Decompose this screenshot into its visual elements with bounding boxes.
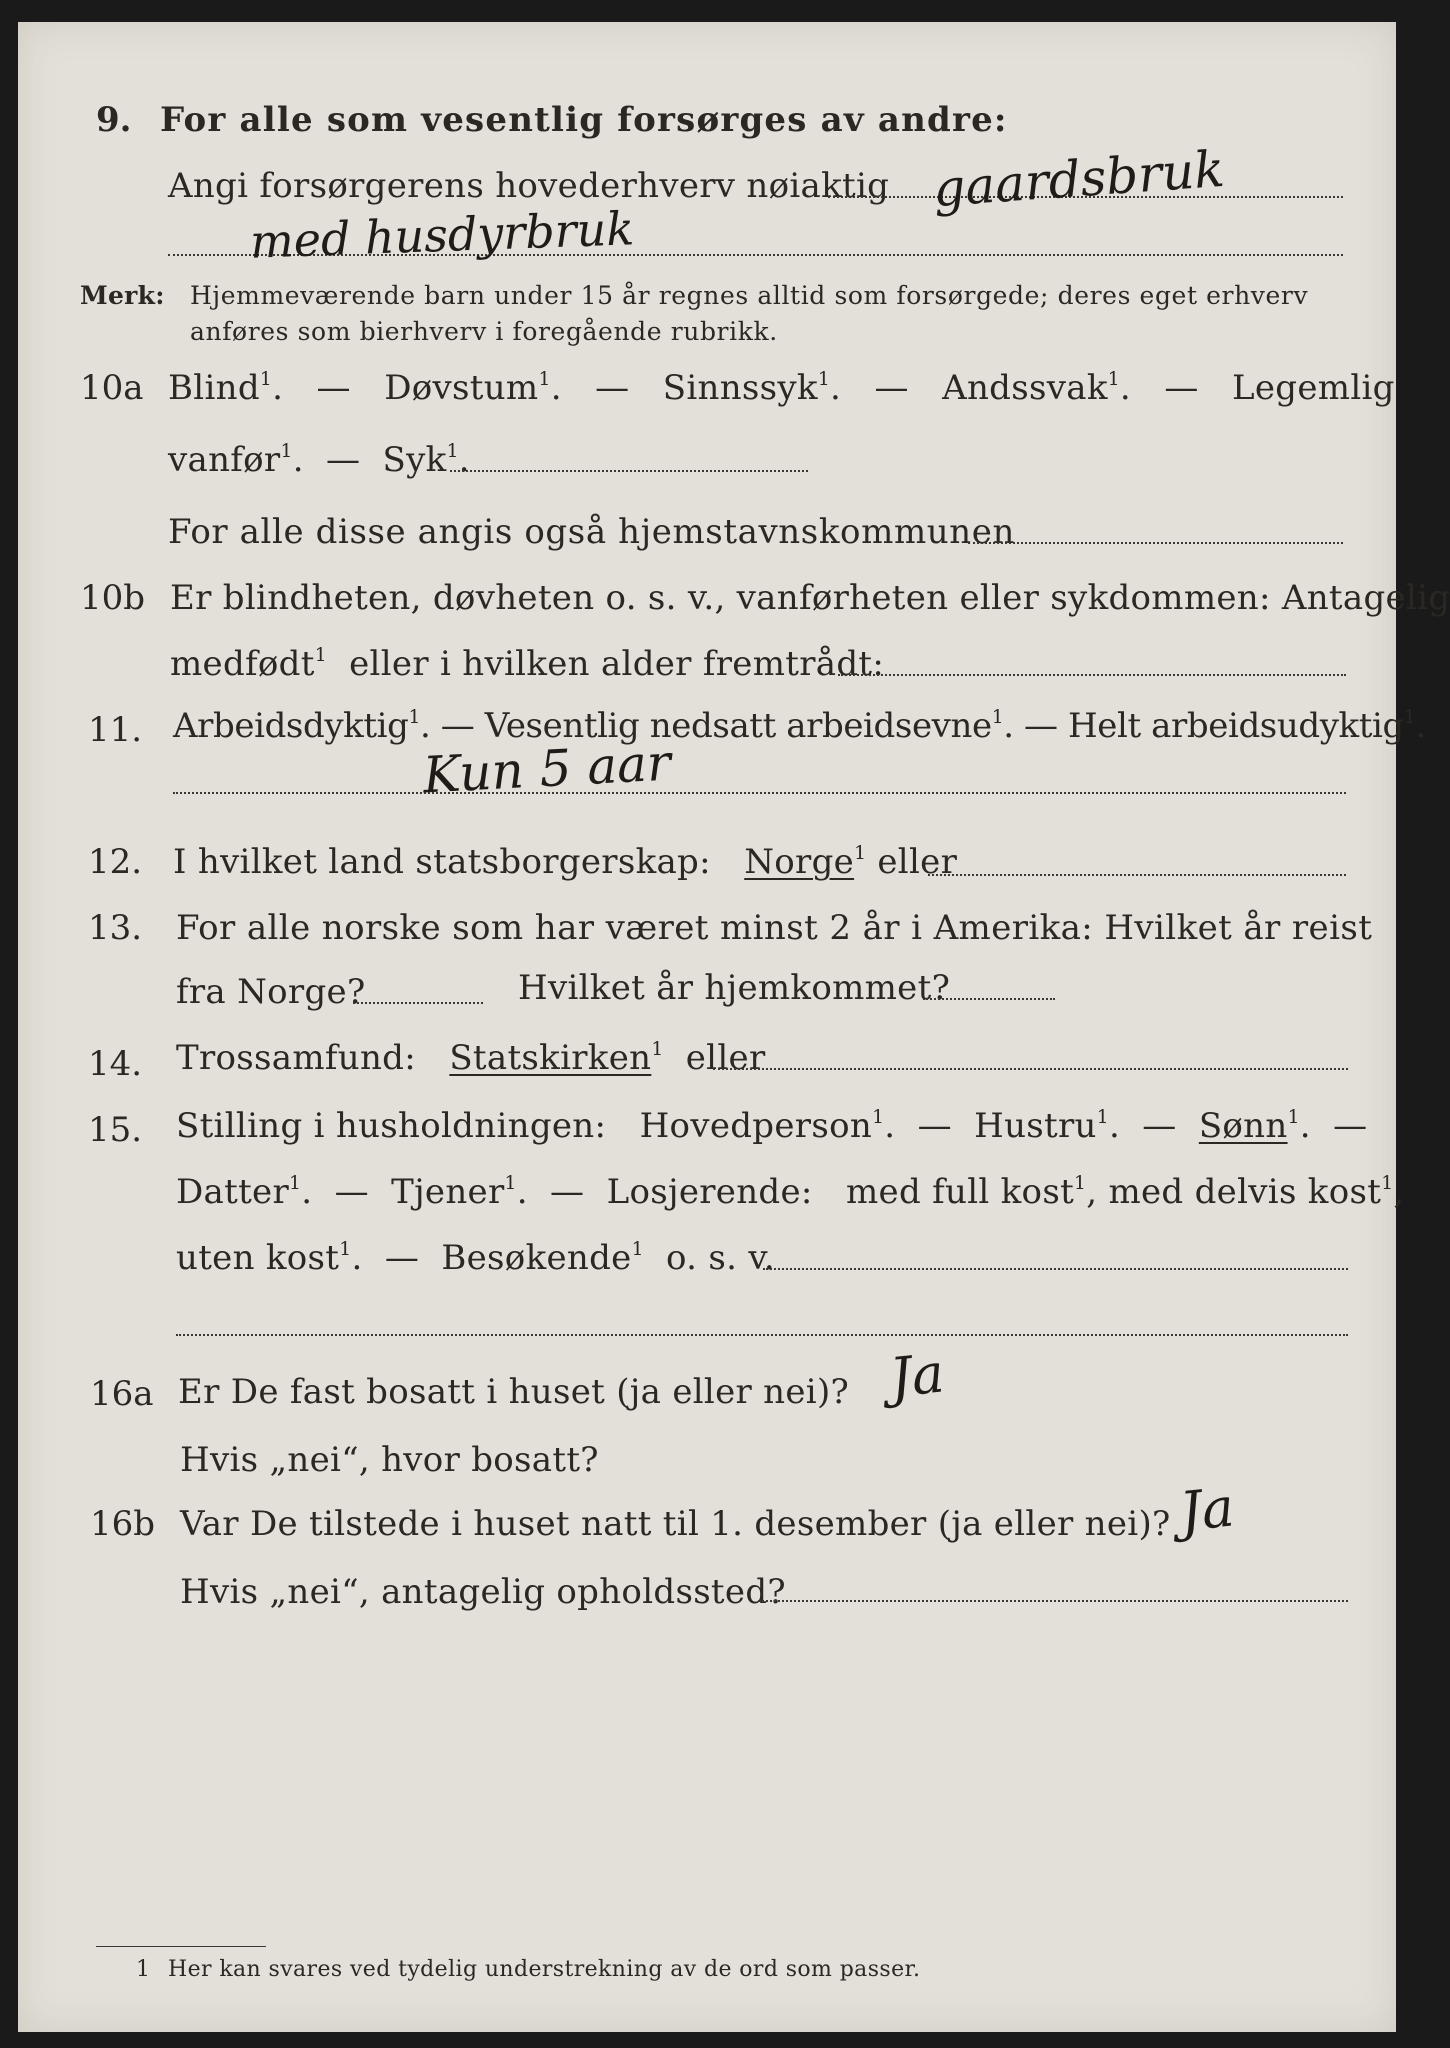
q10b-number: 10b — [80, 578, 146, 618]
option-besokende: Besøkende — [441, 1238, 632, 1278]
q9-handwritten-answer-2: med husdyrbruk — [249, 201, 635, 269]
q15-line-1: Stilling i husholdningen: Hovedperson$^1$. — Hustru$^1$. — Sønn$^1$. — — [176, 1106, 1368, 1146]
q9-handwritten-answer-1: gaardsbruk — [931, 139, 1227, 219]
option-syk: Syk — [382, 440, 447, 480]
merk-label: Merk: — [80, 281, 165, 310]
q13-hjemkommet: Hvilket år hjemkommet? — [518, 968, 951, 1008]
q10b-line-1: Er blindheten, døvheten o. s. v., vanførheten eller sykdommen: Antagelig — [170, 578, 1450, 618]
q10a-hjemstavn-line — [968, 542, 1343, 544]
option-sinnssyk: Sinnssyk — [662, 368, 818, 408]
option-andssvak: Andssvak — [942, 368, 1108, 408]
q15-answer-line-1 — [763, 1268, 1348, 1270]
q10b-line-2: medfødt$^1$ eller i hvilken alder fremtrådt: — [170, 644, 885, 684]
option-helt-arbeidsudyktig: — Helt arbeidsudyktig — [1024, 706, 1404, 746]
option-arbeidsdyktig: Arbeidsdyktig — [173, 706, 409, 746]
q9-prompt: Angi forsørgerens hovederhverv nøiaktig — [168, 166, 890, 206]
q14-line: Trossamfund: Statskirken$^1$ eller — [176, 1038, 766, 1078]
q10a-number: 10a — [80, 368, 144, 408]
option-med-delvis-kost: med delvis kost — [1108, 1172, 1382, 1212]
q12-number: 12. — [88, 842, 143, 882]
q16b-line-2: Hvis „nei“, antagelig opholdssted? — [180, 1572, 786, 1612]
option-norge-underlined: Norge — [744, 842, 855, 882]
census-form-page — [18, 22, 1450, 2032]
q12-answer-line — [928, 874, 1346, 876]
option-legemlig: Legemlig — [1232, 368, 1395, 408]
q11-line-1: Arbeidsdyktig$^1$. — Vesentlig nedsatt arbeidsevne$^1$. — Helt arbeidsudyktig$^1$. — [173, 706, 1426, 746]
footnote-text: Her kan svares ved tydelig understrekning av de ord som passer. — [168, 1957, 921, 1982]
q10a-line-1: Blind$^1$. — Døvstum$^1$. — Sinnssyk$^1$. — Andssvak$^1$. — Legemlig — [168, 368, 1395, 408]
q16b-answer-line — [758, 1600, 1348, 1602]
q10a-line-3: For alle disse angis også hjemstavnskommunen — [168, 512, 1015, 552]
option-med-full-kost: med full kost — [845, 1172, 1075, 1212]
q15-line-3: uten kost$^1$. — Besøkende$^1$ o. s. v. — [176, 1238, 775, 1278]
option-blind: Blind — [168, 368, 260, 408]
q11-handwritten-answer: Kun 5 aar — [421, 733, 673, 805]
merk-line-2: anføres som bierhverv i foregående rubrikk. — [190, 317, 778, 346]
option-tjener: Tjener — [391, 1172, 505, 1212]
option-uten-kost: uten kost — [176, 1238, 340, 1278]
q13-fra-norge: fra Norge? — [176, 972, 366, 1012]
q10b-answer-line — [838, 674, 1346, 676]
option-dovstum: Døvstum — [384, 368, 539, 408]
q15-line-2: Datter$^1$. — Tjener$^1$. — Losjerende: med full kost$^1$, med delvis kost$^1$, — [176, 1172, 1405, 1212]
q9-title: For alle som vesentlig forsørges av andre: — [160, 100, 1008, 140]
option-vanfor: vanfør — [168, 440, 281, 480]
q11-answer-line — [173, 792, 1346, 794]
q9-number: 9. — [96, 100, 132, 140]
q16b-handwritten-answer: Ja — [1176, 1475, 1237, 1544]
q15-number: 15. — [88, 1110, 143, 1150]
q14-number: 14. — [88, 1044, 143, 1084]
q13-hjemkommet-line — [923, 998, 1055, 1000]
q16a-number: 16a — [90, 1374, 154, 1414]
option-hustru: Hustru — [974, 1106, 1097, 1146]
option-losjerende: Losjerende: — [606, 1172, 813, 1212]
option-statskirken-underlined: Statskirken — [449, 1038, 652, 1078]
q16a-handwritten-answer: Ja — [886, 1341, 947, 1410]
q16b-number: 16b — [90, 1504, 156, 1544]
q15-answer-line-2 — [176, 1334, 1348, 1336]
q16a-line-2: Hvis „nei“, hvor bosatt? — [180, 1440, 599, 1480]
q14-answer-line — [713, 1068, 1348, 1070]
q10a-syk-line — [450, 470, 808, 472]
option-sonn-underlined: Sønn — [1198, 1106, 1288, 1146]
q11-number: 11. — [88, 710, 143, 750]
option-datter: Datter — [176, 1172, 290, 1212]
q13-number: 13. — [88, 908, 143, 948]
q13-fra-line — [353, 1002, 483, 1004]
q12-line: I hvilket land statsborgerskap: Norge$^1$ eller — [173, 842, 958, 882]
merk-line-1: Hjemmeværende barn under 15 år regnes alltid som forsørgede; deres eget erhverv — [190, 281, 1309, 310]
option-vesentlig-nedsatt: — Vesentlig nedsatt arbeidsevne — [440, 706, 992, 746]
footnote-marker: 1 — [136, 1957, 151, 1982]
q10a-line-2: vanfør$^1$. — Syk$^1$. — [168, 440, 470, 480]
q16a-line-1: Er De fast bosatt i huset (ja eller nei)? — [178, 1372, 850, 1412]
footnote-rule — [96, 1946, 266, 1947]
q13-line-1: For alle norske som har været minst 2 år i Amerika: Hvilket år reist — [176, 908, 1373, 948]
q16b-line-1: Var De tilstede i huset natt til 1. desember (ja eller nei)? — [180, 1504, 1171, 1544]
option-hovedperson: Hovedperson — [639, 1106, 873, 1146]
